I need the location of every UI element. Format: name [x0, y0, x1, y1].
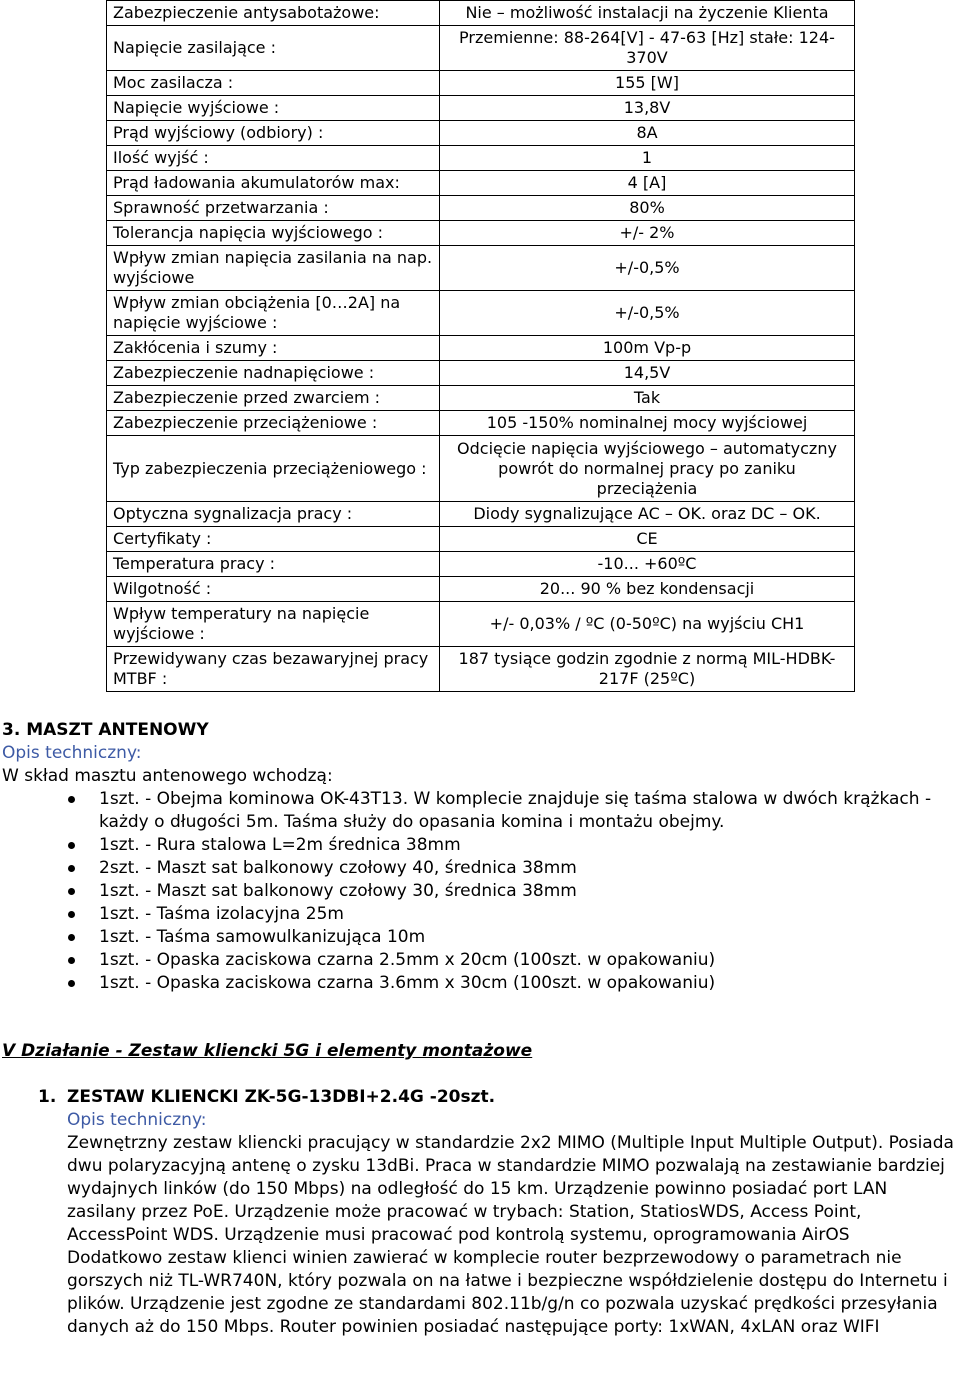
table-row — [107, 171, 855, 196]
table-row — [107, 552, 855, 577]
power-supply-spec-table — [106, 0, 855, 692]
spec-value: 8A — [440, 121, 855, 146]
section-mast — [2, 719, 954, 995]
spec-value: 155 [W] — [440, 71, 855, 96]
table-row — [107, 336, 855, 361]
spec-value: +/-0,5% — [440, 246, 855, 291]
list-item: 1szt. - Obejma kominowa OK-43T13. W komplecie znajduje się taśma stalowa w dwóch krążkach - każdy o długości 5m. Taśma służy do opasania komina i montażu obejmy. — [99, 788, 954, 834]
description-paragraph: Zewnętrzny zestaw kliencki pracujący w standardzie 2x2 MIMO (Multiple Input Multiple Output). Posiada dwu polaryzacyjną antenę o zysku 13dBi. Praca w standardzie MIMO pozwalają na zestawianie bardziej wydajnych linków (do 150 Mbps) na odległość do 15 km. Urządzenie powinno posiadać port LAN zasilany przez PoE. Urządzenie może pracować w trybach: Station, StatiosWDS, Access Point, AccessPoint WDS. Urządzenie musi pracować pod kontrolą systemu, oprogramowania AirOS — [67, 1133, 954, 1245]
list-item: 1szt. - Rura stalowa L=2m średnica 38mm — [99, 834, 954, 857]
table-row — [107, 196, 855, 221]
spec-value: 105 -150% nominalnej mocy wyjściowej — [440, 411, 855, 436]
spec-value: 13,8V — [440, 96, 855, 121]
spec-label: Zabezpieczenie antysabotażowe: — [107, 1, 440, 26]
section-subtitle: Opis techniczny: — [2, 743, 142, 763]
spec-label: Zabezpieczenie przed zwarciem : — [107, 386, 440, 411]
spec-label: Typ zabezpieczenia przeciążeniowego : — [107, 436, 440, 502]
table-row — [107, 436, 855, 502]
spec-value: +/-0,5% — [440, 291, 855, 336]
spec-label: Zabezpieczenie nadnapięciowe : — [107, 361, 440, 386]
table-row — [107, 121, 855, 146]
list-item: 1szt. - Taśma samowulkanizująca 10m — [99, 926, 954, 949]
table-row — [107, 577, 855, 602]
spec-label: Wpływ temperatury na napięcie wyjściowe : — [107, 602, 440, 647]
spec-label: Prąd wyjściowy (odbiory) : — [107, 121, 440, 146]
spec-label: Certyfikaty : — [107, 527, 440, 552]
spec-value: Odcięcie napięcia wyjściowego – automatyczny powrót do normalnej pracy po zaniku przeciążenia — [440, 436, 855, 502]
spec-label: Zakłócenia i szumy : — [107, 336, 440, 361]
list-item: 1szt. - Opaska zaciskowa czarna 3.6mm x 30cm (100szt. w opakowaniu) — [99, 972, 954, 995]
spec-value: Tak — [440, 386, 855, 411]
spec-label: Tolerancja napięcia wyjściowego : — [107, 221, 440, 246]
spec-label: Napięcie zasilające : — [107, 26, 440, 71]
table-row — [107, 96, 855, 121]
table-row — [107, 146, 855, 171]
spec-label: Napięcie wyjściowe : — [107, 96, 440, 121]
table-row — [107, 411, 855, 436]
spec-label: Wpływ zmian obciążenia [0…2A] na napięcie wyjściowe : — [107, 291, 440, 336]
spec-value: 4 [A] — [440, 171, 855, 196]
spec-label: Wilgotność : — [107, 577, 440, 602]
table-row — [107, 291, 855, 336]
table-row — [107, 602, 855, 647]
list-item: 2szt. - Maszt sat balkonowy czołowy 40, średnica 38mm — [99, 857, 954, 880]
table-row — [107, 246, 855, 291]
item-subtitle: Opis techniczny: — [67, 1110, 207, 1130]
section-title: 3. MASZT ANTENOWY — [2, 720, 209, 740]
list-item: 1szt. - Opaska zaciskowa czarna 2.5mm x 20cm (100szt. w opakowaniu) — [99, 949, 954, 972]
spec-value: +/- 2% — [440, 221, 855, 246]
description-paragraph: Dodatkowo zestaw klienci winien zawierać w komplecie router bezprzewodowy o parametrach nie gorszych niż TL-WR740N, który pozwala on na łatwe i bezpieczne współdzielenie dostępu do Internetu i plików. Urządzenie jest zgodne ze standardami 802.11b/g/n co pozwala uzyskać prędkości przesyłania danych aż do 150 Mbps. Router powinien posiadać następujące porty: 1xWAN, 4xLAN oraz WIFI — [67, 1248, 948, 1337]
spec-label: Zabezpieczenie przeciążeniowe : — [107, 411, 440, 436]
spec-value: -10... +60ºC — [440, 552, 855, 577]
mast-parts-list — [2, 788, 954, 995]
spec-label: Ilość wyjść : — [107, 146, 440, 171]
table-row — [107, 361, 855, 386]
table-row — [107, 1, 855, 26]
table-row — [107, 647, 855, 692]
spec-value: CE — [440, 527, 855, 552]
table-row — [107, 502, 855, 527]
table-row — [107, 71, 855, 96]
spec-value: 80% — [440, 196, 855, 221]
spec-value: 20... 90 % bez kondensacji — [440, 577, 855, 602]
item-title: ZESTAW KLIENCKI ZK-5G-13DBI+2.4G -20szt. — [67, 1087, 496, 1107]
spec-value: Przemienne: 88-264[V] - 47-63 [Hz] stałe: 124-370V — [440, 26, 855, 71]
spec-value: 1 — [440, 146, 855, 171]
chapter-title: V Działanie - Zestaw kliencki 5G i elementy montażowe — [2, 1041, 533, 1061]
spec-label: Moc zasilacza : — [107, 71, 440, 96]
spec-label: Sprawność przetwarzania : — [107, 196, 440, 221]
spec-value: Nie – możliwość instalacji na życzenie Klienta — [440, 1, 855, 26]
spec-label: Temperatura pracy : — [107, 552, 440, 577]
spec-label: Prąd ładowania akumulatorów max: — [107, 171, 440, 196]
section-intro: W skład masztu antenowego wchodzą: — [2, 766, 333, 786]
spec-value: 100m Vp-p — [440, 336, 855, 361]
client-kit-section — [38, 1086, 960, 1339]
table-row — [107, 221, 855, 246]
spec-value: 187 tysiące godzin zgodnie z normą MIL-HDBK-217F (25ºC) — [440, 647, 855, 692]
list-item: 1szt. - Taśma izolacyjna 25m — [99, 903, 954, 926]
list-item: 1szt. - Maszt sat balkonowy czołowy 30, średnica 38mm — [99, 880, 954, 903]
spec-value: Diody sygnalizujące AC – OK. oraz DC – OK. — [440, 502, 855, 527]
table-row — [107, 527, 855, 552]
table-row — [107, 26, 855, 71]
spec-label: Optyczna sygnalizacja pracy : — [107, 502, 440, 527]
spec-value: 14,5V — [440, 361, 855, 386]
table-row — [107, 386, 855, 411]
spec-label: Wpływ zmian napięcia zasilania na nap. wyjściowe — [107, 246, 440, 291]
spec-value: +/- 0,03% / ºC (0-50ºC) na wyjściu CH1 — [440, 602, 855, 647]
item-number: 1. — [38, 1087, 57, 1107]
spec-label: Przewidywany czas bezawaryjnej pracy MTBF : — [107, 647, 440, 692]
